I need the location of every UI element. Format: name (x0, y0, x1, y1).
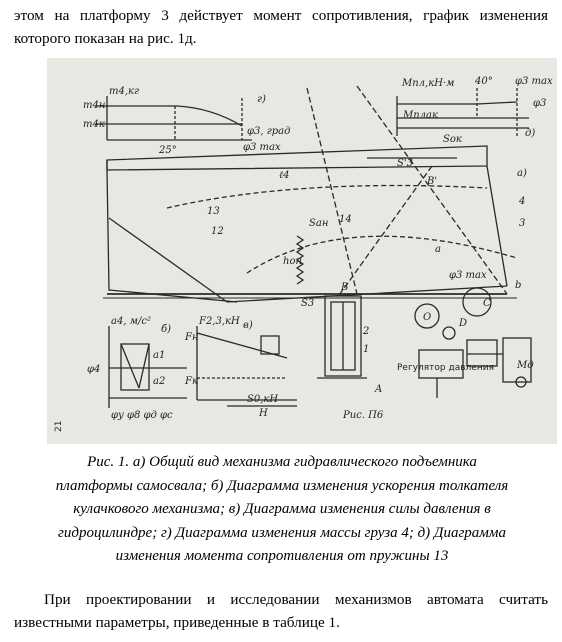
plot-b-bottom: φу φ8 φд φс (111, 410, 173, 421)
main-s3: S'3 (397, 158, 413, 169)
plot-d-value: Mплак (403, 110, 438, 121)
main-d-pt: D (459, 318, 468, 329)
main-a: a (435, 244, 441, 255)
intro-paragraph (14, 4, 548, 50)
main-f3: φ3 max (449, 270, 487, 281)
figure-drawing (47, 58, 557, 444)
plot-g-m1: m4н (83, 100, 106, 111)
plot-v-tag: в) (243, 320, 253, 331)
figure-label-ris: Рис. П6 (343, 410, 384, 421)
main-tag: а) (517, 168, 527, 179)
main-s-an: Sан (309, 218, 329, 229)
plot-g-tag: г) (257, 94, 266, 105)
main-n3: 3 (519, 218, 526, 229)
main-n14: 14 (339, 214, 352, 225)
main-n12: 12 (211, 226, 224, 237)
plot-d-top-label: Mпл,кН·м (402, 78, 455, 89)
plot-b-a2: a2 (153, 376, 166, 387)
plot-v-fk: Fк (185, 376, 198, 387)
plot-b-ylab: a4, м/с² (111, 316, 151, 327)
plot-b-phi: φ4 (87, 364, 101, 375)
figure-page-mark: 21 (54, 420, 64, 432)
main-o: O (423, 312, 432, 323)
plot-g-angle: 25° (159, 145, 177, 156)
outro-line-2: известными параметры, приведенные в таблице 1. (14, 614, 340, 631)
intro-line-1: этом на платформу 3 действует момент сопротивления, график изменения (14, 7, 548, 24)
plot-b-tag: б) (161, 324, 172, 335)
plot-b-a1: a1 (153, 350, 166, 361)
plot-g-max: φ3 max (243, 142, 281, 153)
caption-line-5: изменения момента сопротивления от пружины 13 (115, 548, 449, 564)
main-b3: B' (427, 176, 438, 187)
plot-d-max: φ3 max (515, 76, 553, 87)
main-md: Mд (517, 360, 534, 371)
main-a-pt: A (375, 384, 383, 395)
main-b-pt: B (341, 282, 349, 293)
caption-line-3: кулачкового механизма; в) Диаграмма изменения силы давления в (73, 501, 491, 517)
main-b: b (515, 280, 522, 291)
plot-d-mark: φ3 (533, 98, 547, 109)
main-c: C (483, 298, 491, 309)
caption-line-4: гидроцилиндре; г) Диаграмма изменения массы груза 4; д) Диаграмма (58, 524, 506, 541)
main-s-ok: Sок (443, 134, 462, 145)
plot-g-m2: m4к (83, 119, 105, 130)
outro-line-1: При проектировании и исследовании механизмов автомата считать (44, 591, 548, 608)
main-n1: 1 (363, 344, 370, 355)
plot-v-s0: S0,кН (247, 394, 279, 405)
plot-g-top-label: m4,кг (109, 86, 140, 97)
main-l: ℓ4 (279, 170, 290, 181)
main-n4: 4 (519, 196, 526, 207)
main-n13: 13 (207, 206, 220, 217)
plot-d-tag: д) (525, 128, 536, 139)
plot-g-axis: φ3, град (247, 126, 291, 137)
outro-paragraph (14, 588, 548, 634)
figure-mechanism-scan (47, 58, 557, 444)
main-h-on: hон (283, 256, 303, 267)
caption-line-1: Рис. 1. а) Общий вид механизма гидравлического подъемника (87, 454, 477, 470)
figure-caption (20, 451, 544, 569)
plot-d-angle: 40° (475, 76, 493, 87)
caption-line-2: платформы самосвала; б) Диаграмма изменения ускорения толкателя (55, 477, 509, 494)
main-regulator: Регулятор давления (397, 363, 494, 373)
plot-v-fn: Fн (185, 332, 199, 343)
main-n2: 2 (363, 326, 370, 337)
intro-line-2: которого показан на рис. 1д. (14, 30, 197, 47)
plot-v-h: H (259, 408, 268, 419)
plot-v-ylab: F2,3,кН (199, 316, 240, 327)
main-s3b: S3 (301, 298, 315, 309)
